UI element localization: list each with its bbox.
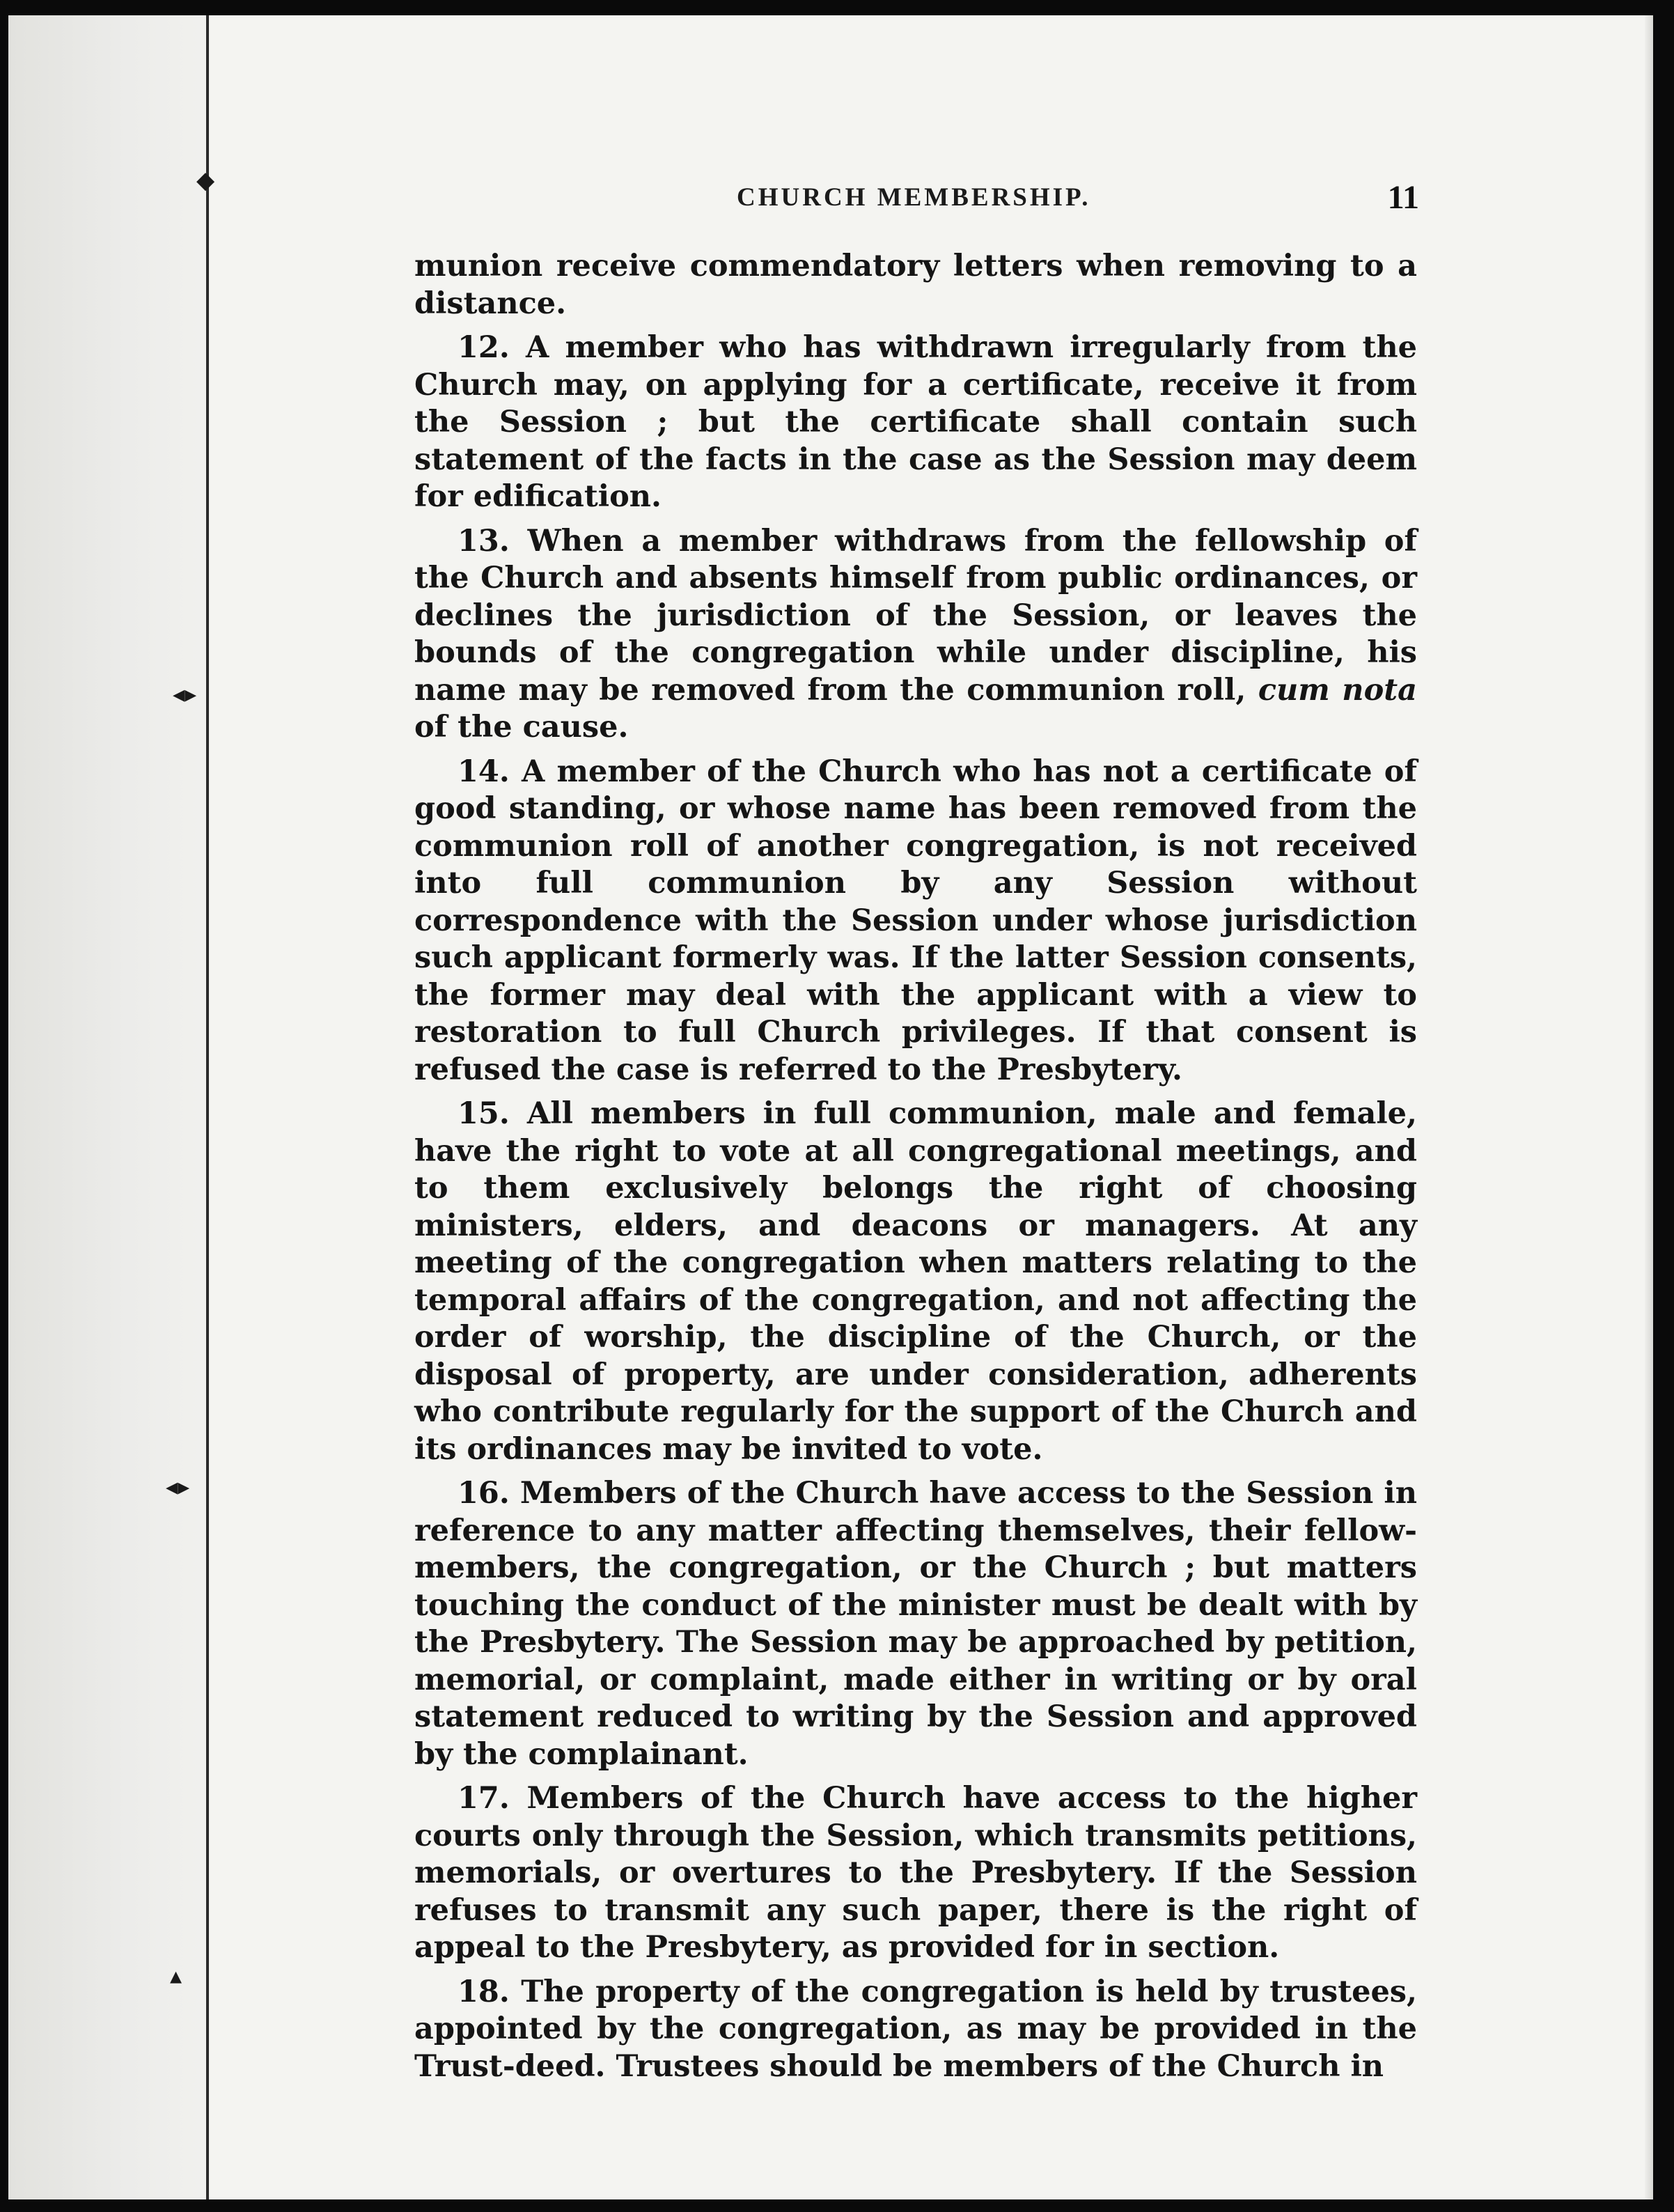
running-head: CHURCH MEMBERSHIP. xyxy=(737,183,1091,212)
paragraph-16 xyxy=(414,1475,1417,1773)
scan-border-bottom xyxy=(0,2199,1674,2212)
scan-border-left xyxy=(0,0,8,2212)
paragraph-number: 17. xyxy=(457,1781,510,1816)
binding-stitch-mark: ◂▸ xyxy=(173,680,197,708)
paragraph-number: 16. xyxy=(457,1476,510,1511)
paragraph-text: Members of the Church have access to the Session in reference to any matter affecting themselves, their fellow-members, the congregation, or the Church ; but matters touching the conduct of the minister must be dealt with by the Presbytery. The Session may be approached by petition, memorial, or complaint, made either in writing or by oral statement reduced to writing by the Session and approved by the complainant. xyxy=(414,1476,1417,1772)
continuation-paragraph: munion receive commendatory letters when removing to a distance. xyxy=(414,249,1417,321)
paragraph-12 xyxy=(414,329,1417,516)
binding-stitch-mark: ◆ xyxy=(196,166,215,194)
binding-edge-line xyxy=(206,15,209,2199)
page-header xyxy=(416,179,1419,231)
paragraph-text: The property of the congregation is held by trustees, appointed by the congregation, as may be provided in the Trust-deed. Trustees should be members of the Church in xyxy=(414,1974,1417,2084)
paragraph-number: 13. xyxy=(457,523,510,559)
paragraph-number: 14. xyxy=(457,754,510,789)
paragraph-number: 18. xyxy=(457,1974,510,2009)
paragraph-text: A member of the Church who has not a certificate of good standing, or whose name has been removed from the communion roll of another congregation, is not received into full communion by any Session without correspondence with the Session under whose jurisdiction such applicant formerly was. If the latter Session consents, the former may deal with the applicant with a view to restoration to full Church privileges. If that consent is refused the case is referred to the Presbytery. xyxy=(414,754,1417,1087)
paragraph-14 xyxy=(414,754,1417,1089)
paragraph-number: 12. xyxy=(457,330,510,365)
paragraph-text: When a member withdraws from the fellowship of the Church and absents himself from public ordinances, or declines the jurisdiction of the Session, or leaves the bounds of the congregation while under discipline, his name may be removed from the communion roll, xyxy=(414,523,1417,708)
paragraph-text: All members in full communion, male and female, have the right to vote at all congregational meetings, and to them exclusively belongs the right of choosing ministers, elders, and deacons or managers. At any meeting of the congregation when matters relating to the temporal affairs of the congregation, and not affecting the order of worship, the discipline of the Church, or the disposal of property, are under consideration, adherents who contribute regularly for the support of the Church and its ordinances may be invited to vote. xyxy=(414,1096,1417,1467)
paragraph-text: of the cause. xyxy=(414,710,629,745)
paragraph-text: A member who has withdrawn irregularly from the Church may, on applying for a certificate, receive it from the Session ; but the certificate shall contain such statement of the facts in the case as the Session may deem for edification. xyxy=(414,330,1417,514)
page-body xyxy=(414,248,1417,2092)
paragraph-text: Members of the Church have access to the higher courts only through the Session, which transmits petitions, memorials, or overtures to the Presbytery. If the Session refuses to transmit any such paper, there is the right of appeal to the Presbytery, as provided for in section. xyxy=(414,1781,1417,1965)
page-edge-shadow xyxy=(1645,15,1653,2199)
scan-border-right xyxy=(1653,0,1674,2212)
page-number: 11 xyxy=(1387,179,1419,216)
latin-phrase: cum nota xyxy=(1258,672,1417,708)
scan-border-top xyxy=(0,0,1674,15)
paragraph-18 xyxy=(414,1974,1417,2086)
paragraph-15 xyxy=(414,1096,1417,1468)
binding-stitch-mark: ◂▸ xyxy=(166,1473,190,1501)
paragraph-13 xyxy=(414,523,1417,747)
binding-stitch-mark: ▴ xyxy=(170,1962,182,1990)
paragraph-number: 15. xyxy=(457,1096,510,1131)
binding-gutter xyxy=(8,15,207,2199)
paragraph-17 xyxy=(414,1780,1417,1967)
